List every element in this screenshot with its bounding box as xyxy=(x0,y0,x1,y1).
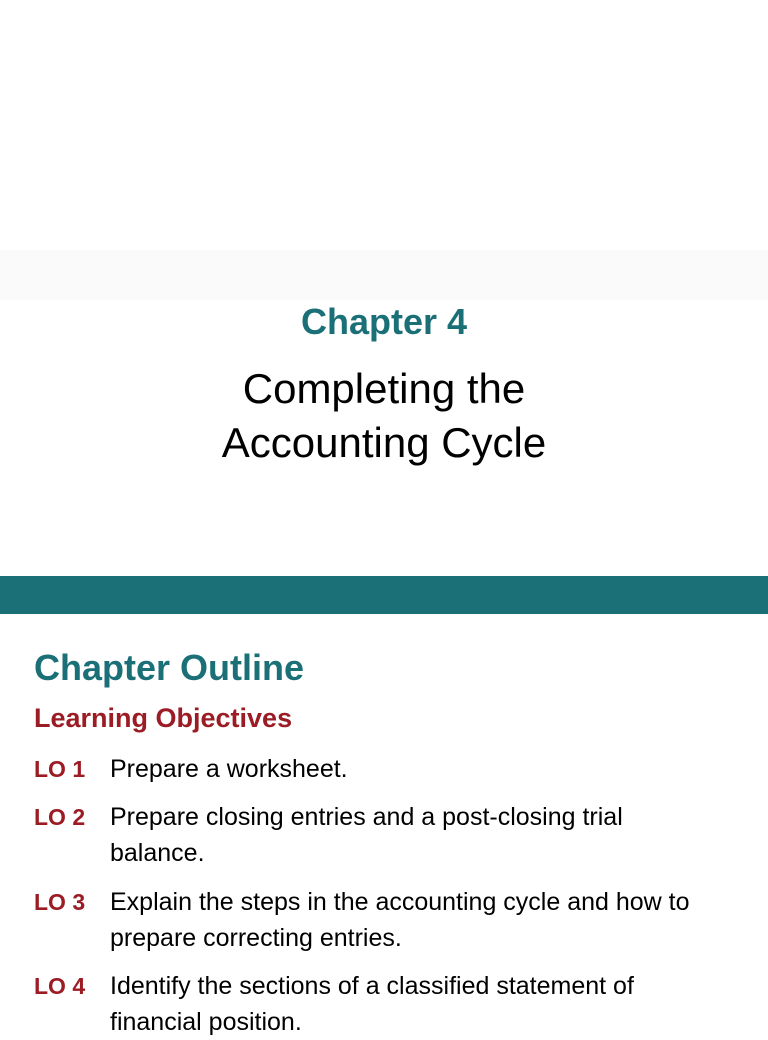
objective-code: LO 2 xyxy=(34,804,86,830)
chapter-title xyxy=(0,362,768,470)
chapter-title-line-1: Completing the xyxy=(242,365,526,412)
outline-slide xyxy=(0,614,768,1036)
objective-code: LO 3 xyxy=(34,889,86,915)
background-band xyxy=(0,250,768,300)
chapter-title-line-2: Accounting Cycle xyxy=(221,419,547,466)
learning-objectives-heading: Learning Objectives xyxy=(34,703,293,733)
objective-text: Prepare a worksheet. xyxy=(110,755,348,783)
outline-heading: Chapter Outline xyxy=(34,647,305,688)
objective-code: LO 4 xyxy=(34,973,86,999)
objective-text: Explain the steps in the accounting cycle and how to prepare correcting entries. xyxy=(110,888,690,952)
objective-text: Identify the sections of a classified statement of financial position. xyxy=(110,972,634,1036)
objective-code: LO 1 xyxy=(34,756,86,782)
objective-text: Prepare closing entries and a post-closing trial balance. xyxy=(110,803,623,867)
chapter-number: Chapter 4 xyxy=(300,301,468,342)
slide-divider-bar xyxy=(0,576,768,614)
